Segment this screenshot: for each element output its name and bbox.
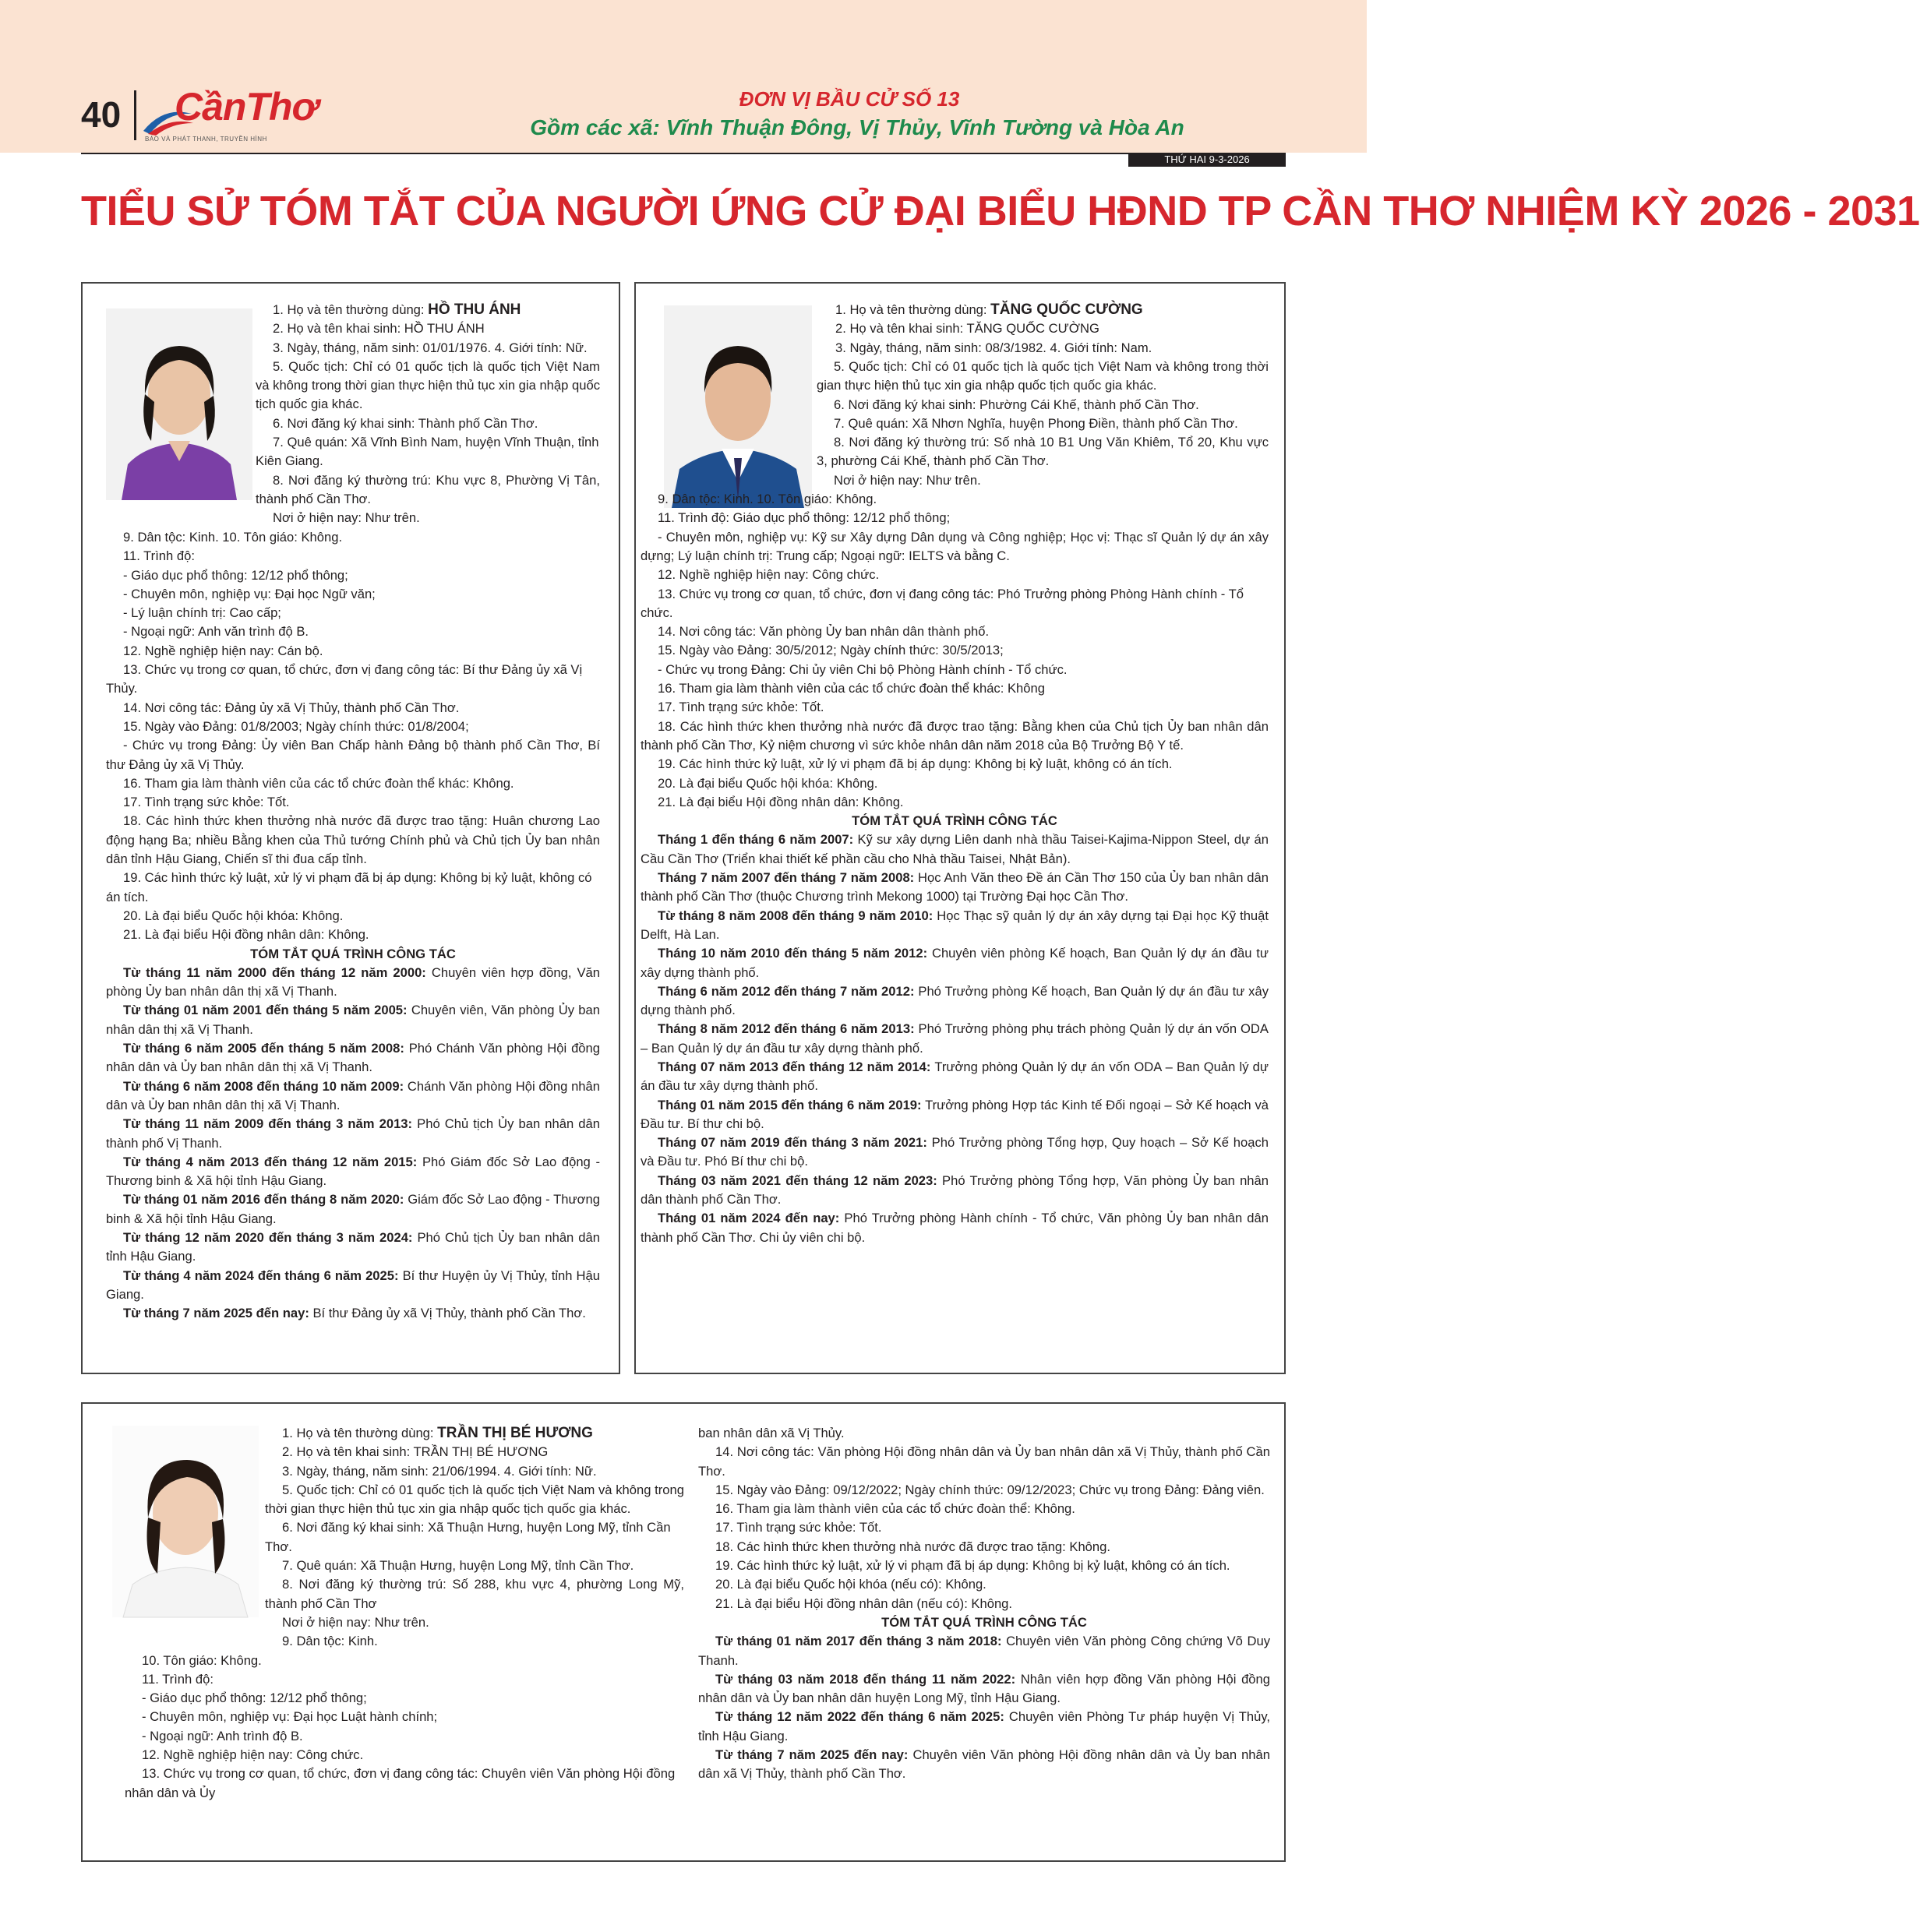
c2-line-6: 6. Nơi đăng ký khai sinh: Phường Cái Khế, thành phố Cần Thơ. bbox=[834, 397, 1199, 412]
c1-line-14: 14. Nơi công tác: Đảng ủy xã Vị Thủy, thành phố Cần Thơ. bbox=[123, 700, 460, 715]
career-description: Phó Trưởng phòng phụ trách phòng Quản lý dự án vốn ODA – Ban Quản lý dự án đầu tư xây dựng thành phố. bbox=[641, 1021, 1269, 1056]
career-description: Chuyên viên hợp đồng, Văn phòng Ủy ban nhân dân thị xã Vị Thanh. bbox=[106, 964, 600, 999]
c2-line-12: 12. Nghề nghiệp hiện nay: Công chức. bbox=[658, 567, 880, 583]
career-entry bbox=[641, 1020, 1269, 1058]
c3-line-7: 7. Quê quán: Xã Thuận Hưng, huyện Long Mỹ, tỉnh Cần Thơ. bbox=[282, 1558, 634, 1574]
career-period: Từ tháng 7 năm 2025 đến nay: bbox=[123, 1306, 309, 1321]
career-entry bbox=[106, 1115, 600, 1153]
career-description: Phó Chủ tịch Ủy ban nhân dân thành phố Vị Thanh. bbox=[106, 1116, 600, 1151]
c3-section-title: TÓM TẮT QUÁ TRÌNH CÔNG TÁC bbox=[881, 1614, 1087, 1630]
c2-line-11: 11. Trình độ: Giáo dục phổ thông: 12/12 phổ thông; bbox=[658, 510, 951, 526]
c3-career-list bbox=[698, 1632, 1270, 1783]
c3-line-8: 8. Nơi đăng ký thường trú: Số 288, khu vực 4, phường Long Mỹ, thành phố Cần Thơ bbox=[265, 1577, 684, 1611]
career-entry bbox=[641, 1209, 1269, 1247]
career-entry bbox=[641, 1172, 1269, 1210]
logo-subtitle: BÁO VÀ PHÁT THANH, TRUYỀN HÌNH bbox=[145, 136, 267, 143]
c2-line-1: 1. Họ và tên thường dùng: TĂNG QUỐC CƯỜNG bbox=[835, 301, 1143, 318]
career-entry bbox=[106, 1001, 600, 1039]
career-description: Chuyên viên Văn phòng Hội đồng nhân dân và Ủy ban nhân dân xã Vị Thủy, thành phố Cần Thơ. bbox=[698, 1747, 1270, 1782]
career-description: Chuyên viên Văn phòng Công chứng Võ Duy Thanh. bbox=[698, 1634, 1270, 1668]
c1-line-6: 6. Nơi đăng ký khai sinh: Thành phố Cần Thơ. bbox=[273, 415, 538, 431]
c3-line-12: 12. Nghề nghiệp hiện nay: Công chức. bbox=[142, 1747, 364, 1763]
career-description: Phó Giám đốc Sở Lao động - Thương binh & Xã hội tỉnh Hậu Giang. bbox=[106, 1154, 600, 1189]
c1-line-21: 21. Là đại biểu Hội đồng nhân dân: Không. bbox=[123, 927, 369, 943]
career-entry bbox=[106, 1267, 600, 1305]
career-period: Tháng 6 năm 2012 đến tháng 7 năm 2012: bbox=[658, 983, 915, 999]
career-period: Từ tháng 4 năm 2024 đến tháng 6 năm 2025: bbox=[123, 1267, 399, 1283]
career-entry bbox=[641, 944, 1269, 982]
newspaper-logo bbox=[145, 85, 318, 143]
career-description: Học Anh Văn theo Đề án Cần Thơ 150 của Ủy ban nhân dân thành phố Cần Thơ (thuộc Chương trình Mekong 1000) tại Trường Đại học Cần Thơ. bbox=[641, 870, 1269, 904]
career-entry bbox=[106, 1190, 600, 1229]
c2-line-15: 15. Ngày vào Đảng: 30/5/2012; Ngày chính thức: 30/5/2013; bbox=[658, 643, 1004, 658]
career-period: Tháng 01 năm 2015 đến tháng 6 năm 2019: bbox=[658, 1097, 922, 1112]
career-period: Tháng 07 năm 2019 đến tháng 3 năm 2021: bbox=[658, 1135, 927, 1151]
career-entry bbox=[106, 964, 600, 1002]
career-description: Phó Chủ tịch Ủy ban nhân dân tỉnh Hậu Giang. bbox=[106, 1229, 600, 1264]
c2-line-20: 20. Là đại biểu Quốc hội khóa: Không. bbox=[658, 775, 878, 791]
c2-line-17: 17. Tình trạng sức khỏe: Tốt. bbox=[658, 700, 824, 715]
career-entry bbox=[641, 1096, 1269, 1134]
c3-line-11b: - Chuyên môn, nghiệp vụ: Đại học Luật hành chính; bbox=[142, 1709, 438, 1725]
c1-line-11: 11. Trình độ: bbox=[123, 548, 195, 564]
c3-line-11a: - Giáo dục phổ thông: 12/12 phổ thông; bbox=[142, 1690, 367, 1706]
header-divider bbox=[134, 90, 136, 140]
c3-line-17: 17. Tình trạng sức khỏe: Tốt. bbox=[715, 1520, 882, 1535]
c3-line-3: 3. Ngày, tháng, năm sinh: 21/06/1994. 4. Giới tính: Nữ. bbox=[282, 1463, 597, 1479]
candidate-2-header bbox=[818, 301, 1269, 358]
career-entry bbox=[641, 1133, 1269, 1172]
career-entry bbox=[106, 1153, 600, 1191]
c1-line-19: 19. Các hình thức kỷ luật, xử lý vi phạm đã bị áp dụng: Không bị kỷ luật, không có án tích. bbox=[106, 870, 592, 904]
logo-text: CầnThơ bbox=[175, 85, 318, 129]
c1-line-11c: - Lý luận chính trị: Cao cấp; bbox=[123, 605, 281, 621]
candidate-2-name: TĂNG QUỐC CƯỜNG bbox=[990, 301, 1143, 318]
c2-line-3: 3. Ngày, tháng, năm sinh: 08/3/1982. 4. Giới tính: Nam. bbox=[835, 340, 1152, 355]
career-entry bbox=[698, 1708, 1270, 1746]
c3-line-1: 1. Họ và tên thường dùng: TRẦN THỊ BÉ HƯƠNG bbox=[282, 1425, 593, 1441]
c3-line-13: 13. Chức vụ trong cơ quan, tổ chức, đơn vị đang công tác: Chuyên viên Văn phòng Hội đồng nhân dân và Ủy bbox=[125, 1766, 676, 1800]
c2-line-14: 14. Nơi công tác: Văn phòng Ủy ban nhân dân thành phố. bbox=[658, 624, 990, 640]
career-description: Chuyên viên Phòng Tư pháp huyện Vị Thủy, tỉnh Hậu Giang. bbox=[698, 1709, 1270, 1743]
c2-section-title: TÓM TẮT QUÁ TRÌNH CÔNG TÁC bbox=[852, 813, 1057, 829]
career-description: Phó Chánh Văn phòng Hội đồng nhân dân và Ủy ban nhân dân thị xã Vị Thanh. bbox=[106, 1041, 600, 1075]
c3-line-2: 2. Họ và tên khai sinh: TRẦN THỊ BÉ HƯƠNG bbox=[282, 1444, 549, 1460]
c3-line-5: 5. Quốc tịch: Chỉ có 01 quốc tịch là quốc tịch Việt Nam và không trong thời gian thực hiện thủ tục xin gia nhập quốc tịch quốc gia khác. bbox=[265, 1482, 684, 1517]
career-description: Phó Trưởng phòng Tổng hợp, Quy hoạch – Sở Kế hoạch và Đầu tư. Phó Bí thư chi bộ. bbox=[641, 1135, 1269, 1169]
candidate-1-header bbox=[256, 301, 600, 528]
c1-line-8: 8. Nơi đăng ký thường trú: Khu vực 8, Phường Vị Tân, thành phố Cần Thơ. bbox=[256, 472, 600, 506]
career-period: Từ tháng 01 năm 2016 đến tháng 8 năm 2020: bbox=[123, 1192, 404, 1208]
career-description: Phó Trưởng phòng Hành chính - Tổ chức, Văn phòng Ủy ban nhân dân thành phố Cần Thơ. Chi ủy viên chi bộ. bbox=[641, 1211, 1269, 1245]
career-description: Chuyên viên, Văn phòng Ủy ban nhân dân thị xã Vị Thanh. bbox=[106, 1003, 600, 1037]
c3-line-8b: Nơi ở hiện nay: Như trên. bbox=[282, 1614, 429, 1630]
c3-line-14: 14. Nơi công tác: Văn phòng Hội đồng nhân dân và Ủy ban nhân dân xã Vị Thủy, thành phố Cần Thơ. bbox=[698, 1444, 1270, 1479]
career-period: Từ tháng 11 năm 2000 đến tháng 12 năm 2000: bbox=[123, 964, 426, 980]
c1-section-title: TÓM TẮT QUÁ TRÌNH CÔNG TÁC bbox=[250, 946, 456, 961]
career-entry bbox=[641, 1058, 1269, 1096]
career-entry bbox=[698, 1670, 1270, 1708]
career-entry bbox=[641, 907, 1269, 945]
c2-line-19: 19. Các hình thức kỷ luật, xử lý vi phạm đã bị áp dụng: Không bị kỷ luật, không có án tích. bbox=[658, 756, 1173, 772]
electoral-unit-communes: Gồm các xã: Vĩnh Thuận Đông, Vị Thủy, Vĩnh Tường và Hòa An bbox=[530, 115, 1184, 139]
c1-career-list bbox=[106, 964, 600, 1324]
c1-line-15: 15. Ngày vào Đảng: 01/8/2003; Ngày chính thức: 01/8/2004; bbox=[123, 718, 469, 734]
c3-line-20: 20. Là đại biểu Quốc hội khóa (nếu có): Không. bbox=[715, 1577, 986, 1592]
career-period: Từ tháng 4 năm 2013 đến tháng 12 năm 2015: bbox=[123, 1154, 418, 1169]
career-period: Từ tháng 8 năm 2008 đến tháng 9 năm 2010: bbox=[658, 908, 934, 923]
electoral-unit-title: ĐƠN VỊ BẦU CỬ SỐ 13 bbox=[739, 87, 960, 111]
c1-line-11d: - Ngoại ngữ: Anh văn trình độ B. bbox=[123, 624, 309, 640]
c1-line-16: 16. Tham gia làm thành viên của các tổ chức đoàn thể khác: Không. bbox=[123, 775, 514, 791]
c3-header-block bbox=[125, 1424, 684, 1652]
c2-line-9: 9. Dân tộc: Kinh. 10. Tôn giáo: Không. bbox=[658, 492, 877, 507]
c1-line-1: 1. Họ và tên thường dùng: HỒ THU ÁNH bbox=[273, 301, 521, 318]
career-period: Từ tháng 7 năm 2025 đến nay: bbox=[715, 1747, 909, 1763]
career-description: Bí thư Đảng ủy xã Vị Thủy, thành phố Cần Thơ. bbox=[309, 1306, 586, 1321]
career-period: Từ tháng 11 năm 2009 đến tháng 3 năm 2013: bbox=[123, 1116, 413, 1132]
career-entry bbox=[698, 1746, 1270, 1784]
career-period: Từ tháng 12 năm 2020 đến tháng 3 năm 2024: bbox=[123, 1229, 413, 1245]
issue-date: THỨ HAI 9-3-2026 bbox=[1128, 153, 1286, 167]
candidate-3-name: TRẦN THỊ BÉ HƯƠNG bbox=[437, 1425, 593, 1441]
c3-line-16: 16. Tham gia làm thành viên của các tổ chức đoàn thể: Không. bbox=[715, 1501, 1075, 1517]
career-period: Tháng 10 năm 2010 đến tháng 5 năm 2012: bbox=[658, 946, 928, 961]
career-description: Kỹ sư xây dựng Liên danh nhà thầu Taisei-Kajima-Nippon Steel, dự án Cầu Cần Thơ (Triển khai thiết kế phần cầu cho Nhà thầu Taisei, Nhật Bản). bbox=[641, 832, 1269, 866]
c3-line-11d: - Ngoại ngữ: Anh trình độ B. bbox=[142, 1728, 303, 1743]
career-description: Chánh Văn phòng Hội đồng nhân dân và Ủy ban nhân dân thị xã Vị Thanh. bbox=[106, 1078, 600, 1112]
c1-line-9: 9. Dân tộc: Kinh. 10. Tôn giáo: Không. bbox=[123, 530, 343, 545]
header-rule bbox=[81, 153, 1286, 154]
career-period: Từ tháng 03 năm 2018 đến tháng 11 năm 2022: bbox=[715, 1671, 1016, 1687]
career-period: Tháng 1 đến tháng 6 năm 2007: bbox=[658, 832, 854, 848]
career-period: Từ tháng 6 năm 2008 đến tháng 10 năm 2009: bbox=[123, 1078, 404, 1094]
career-entry bbox=[698, 1632, 1270, 1670]
career-entry bbox=[641, 830, 1269, 869]
c2-line-21: 21. Là đại biểu Hội đồng nhân dân: Không. bbox=[658, 794, 904, 809]
c3-line-6: 6. Nơi đăng ký khai sinh: Xã Thuận Hưng, huyện Long Mỹ, tỉnh Cần Thơ. bbox=[265, 1520, 671, 1554]
career-entry bbox=[106, 1304, 600, 1323]
c3-line-19: 19. Các hình thức kỷ luật, xử lý vi phạm đã bị áp dụng: Không bị kỷ luật, không có án tích. bbox=[715, 1558, 1230, 1574]
page-number: 40 bbox=[81, 94, 122, 135]
career-period: Từ tháng 01 năm 2017 đến tháng 3 năm 2018: bbox=[715, 1634, 1002, 1649]
c1-line-13: 13. Chức vụ trong cơ quan, tổ chức, đơn vị đang công tác: Bí thư Đảng ủy xã Vị Thủy. bbox=[106, 662, 583, 696]
career-period: Từ tháng 12 năm 2022 đến tháng 6 năm 2025: bbox=[715, 1709, 1004, 1725]
career-description: Nhân viên hợp đồng Văn phòng Hội đồng nhân dân và Ủy ban nhân dân huyện Long Mỹ, tỉnh Hậu Giang. bbox=[698, 1671, 1270, 1706]
c3-line-15: 15. Ngày vào Đảng: 09/12/2022; Ngày chính thức: 09/12/2023; Chức vụ trong Đảng: Đảng viên. bbox=[715, 1482, 1265, 1497]
career-period: Tháng 01 năm 2024 đến nay: bbox=[658, 1211, 840, 1226]
c2-line-7: 7. Quê quán: Xã Nhơn Nghĩa, huyện Phong Điền, thành phố Cần Thơ. bbox=[834, 415, 1238, 431]
c1-line-3: 3. Ngày, tháng, năm sinh: 01/01/1976. 4. Giới tính: Nữ. bbox=[273, 340, 588, 355]
candidate-photo-1 bbox=[106, 308, 252, 500]
career-description: Chuyên viên phòng Kế hoạch, Ban Quản lý dự án đầu tư xây dựng thành phố. bbox=[641, 946, 1269, 980]
c1-line-12: 12. Nghề nghiệp hiện nay: Cán bộ. bbox=[123, 643, 323, 658]
candidate-2-body bbox=[641, 358, 1269, 1247]
career-description: Giám đốc Sở Lao động - Thương binh & Xã hội tỉnh Hậu Giang. bbox=[106, 1192, 600, 1226]
candidate-1-body bbox=[106, 528, 600, 1323]
c1-line-2: 2. Họ và tên khai sinh: HỒ THU ÁNH bbox=[273, 321, 485, 337]
career-description: Bí thư Huyện ủy Vị Thủy, tỉnh Hậu Giang. bbox=[106, 1267, 601, 1302]
page-headline: TIỂU SỬ TÓM TẮT CỦA NGƯỜI ỨNG CỬ ĐẠI BIỂU HĐND TP CẦN THƠ NHIỆM KỲ 2026 - 2031 bbox=[81, 188, 1920, 234]
candidate-3-left bbox=[125, 1424, 684, 1803]
career-description: Phó Trưởng phòng Tổng hợp, Văn phòng Ủy ban nhân dân thành phố Cần Thơ. bbox=[641, 1172, 1269, 1208]
c3-line-21: 21. Là đại biểu Hội đồng nhân dân (nếu có): Không. bbox=[715, 1595, 1013, 1611]
c2-line-13: 13. Chức vụ trong cơ quan, tổ chức, đơn vị đang công tác: Phó Trưởng phòng Phòng Hành chính - Tổ chức. bbox=[641, 586, 1244, 620]
candidate-1-name: HỒ THU ÁNH bbox=[428, 301, 521, 318]
c1-line-17: 17. Tình trạng sức khỏe: Tốt. bbox=[123, 795, 290, 810]
career-entry bbox=[106, 1077, 600, 1116]
c1-line-7: 7. Quê quán: Xã Vĩnh Bình Nam, huyện Vĩnh Thuận, tỉnh Kiên Giang. bbox=[256, 435, 599, 469]
career-description: Phó Trưởng phòng Kế hoạch, Ban Quản lý dự án đầu tư xây dựng thành phố. bbox=[641, 983, 1269, 1018]
c1-line-5: 5. Quốc tịch: Chỉ có 01 quốc tịch là quốc tịch Việt Nam và không trong thời gian thực hiện thủ tục xin gia nhập quốc tịch quốc gia khác. bbox=[256, 358, 600, 412]
c1-line-8b: Nơi ở hiện nay: Như trên. bbox=[273, 510, 420, 526]
career-entry bbox=[641, 869, 1269, 907]
career-period: Tháng 03 năm 2021 đến tháng 12 năm 2023: bbox=[658, 1172, 937, 1188]
career-entry bbox=[106, 1229, 600, 1267]
career-period: Tháng 7 năm 2007 đến tháng 7 năm 2008: bbox=[658, 870, 915, 886]
career-period: Tháng 07 năm 2013 đến tháng 12 năm 2014: bbox=[658, 1059, 931, 1074]
c2-line-8b: Nơi ở hiện nay: Như trên. bbox=[834, 472, 981, 488]
c1-line-15b: - Chức vụ trong Đảng: Ủy viên Ban Chấp hành Đảng bộ thành phố Cần Thơ, Bí thư Đảng ủy xã Vị Thủy. bbox=[106, 738, 600, 772]
candidate-3-right bbox=[698, 1424, 1270, 1784]
c2-career-list bbox=[641, 830, 1269, 1247]
c2-line-8: 8. Nơi đăng ký thường trú: Số nhà 10 B1 Ung Văn Khiêm, Tổ 20, Khu vực 3, phường Cái Khế, thành phố Cần Thơ. bbox=[817, 435, 1269, 469]
c1-line-11a: - Giáo dục phổ thông: 12/12 phổ thông; bbox=[123, 567, 348, 583]
c1-line-11b: - Chuyên môn, nghiệp vụ: Đại học Ngữ văn; bbox=[123, 586, 376, 601]
c3-line-10: 10. Tôn giáo: Không. bbox=[142, 1652, 262, 1668]
career-entry bbox=[641, 982, 1269, 1021]
c2-line-11b: - Chuyên môn, nghiệp vụ: Kỹ sư Xây dựng Dân dụng và Công nghiệp; Học vị: Thạc sĩ Quản lý dự án xây dựng; Lý luận chính trị: Trung cấp; Ngoại ngữ: IELTS và bằng C. bbox=[641, 529, 1269, 563]
c1-line-20: 20. Là đại biểu Quốc hội khóa: Không. bbox=[123, 908, 344, 923]
c1-line-18: 18. Các hình thức khen thưởng nhà nước đã được trao tặng: Huân chương Lao động hạng Ba; nhiều Bằng khen của Thủ tướng Chính phủ và Chủ tịch Ủy ban nhân dân tỉnh Hậu Giang, Chiến sĩ thi đua cấp tỉnh. bbox=[106, 813, 600, 867]
c3-line-13b: ban nhân dân xã Vị Thủy. bbox=[698, 1426, 845, 1440]
c2-line-16: 16. Tham gia làm thành viên của các tổ chức đoàn thể khác: Không bbox=[658, 681, 1045, 696]
c2-line-15b: - Chức vụ trong Đảng: Chi ủy viên Chi bộ Phòng Hành chính - Tổ chức. bbox=[658, 661, 1068, 677]
career-period: Từ tháng 6 năm 2005 đến tháng 5 năm 2008: bbox=[123, 1041, 404, 1056]
career-period: Từ tháng 01 năm 2001 đến tháng 5 năm 2005: bbox=[123, 1003, 408, 1018]
career-period: Tháng 8 năm 2012 đến tháng 6 năm 2013: bbox=[658, 1021, 915, 1037]
c2-line-5: 5. Quốc tịch: Chỉ có 01 quốc tịch là quốc tịch Việt Nam và không trong thời gian thực hiện thủ tục xin gia nhập quốc tịch quốc gia khác. bbox=[817, 359, 1269, 393]
c3-line-11: 11. Trình độ: bbox=[142, 1671, 214, 1687]
c2-line-2: 2. Họ và tên khai sinh: TĂNG QUỐC CƯỜNG bbox=[835, 321, 1099, 337]
career-entry bbox=[106, 1039, 600, 1077]
c3-line-18: 18. Các hình thức khen thưởng nhà nước đã được trao tặng: Không. bbox=[715, 1539, 1110, 1554]
c3-line-9: 9. Dân tộc: Kinh. bbox=[282, 1634, 378, 1649]
career-description: Trưởng phòng Hợp tác Kinh tế Đối ngoại – Sở Kế hoạch và Đầu tư. Bí thư chi bộ. bbox=[641, 1097, 1269, 1131]
career-description: Học Thạc sỹ quản lý dự án xây dựng tại Đại học Kỹ thuật Delft, Hà Lan. bbox=[641, 908, 1269, 942]
career-description: Trưởng phòng Quản lý dự án vốn ODA – Ban Quản lý dự án đầu tư xây dựng thành phố. bbox=[641, 1059, 1269, 1094]
c2-line-18: 18. Các hình thức khen thưởng nhà nước đã được trao tặng: Bằng khen của Chủ tịch Ủy ban nhân dân thành phố Cần Thơ, Kỷ niệm chương vì sức khỏe nhân dân năm 2018 của Bộ Trưởng Bộ Y tế. bbox=[641, 718, 1269, 753]
